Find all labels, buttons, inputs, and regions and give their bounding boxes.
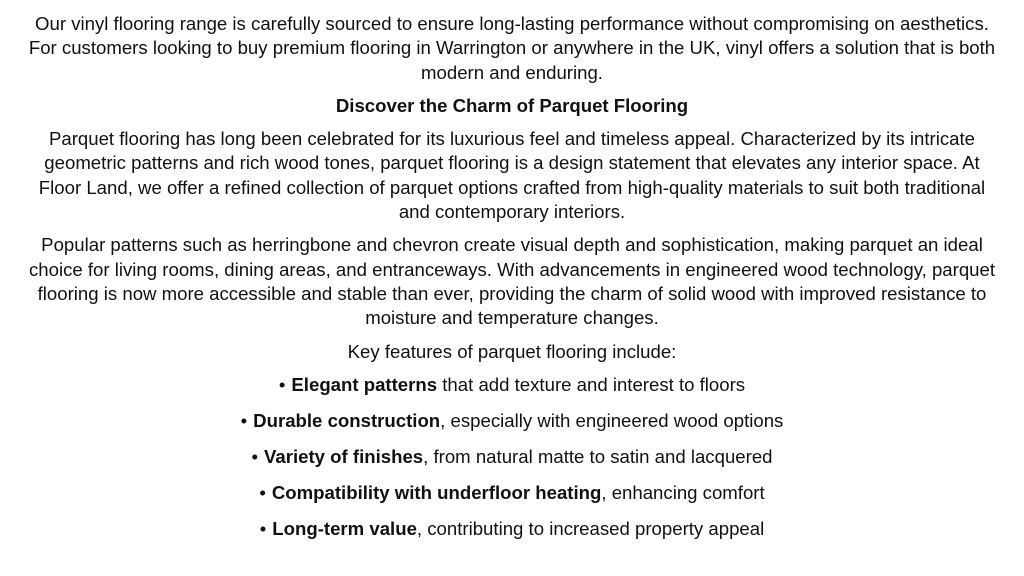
- bullet-icon: •: [240, 409, 248, 431]
- feature-item: [22, 517, 1002, 541]
- feature-description: , especially with engineered wood options: [440, 409, 784, 431]
- section-heading: Discover the Charm of Parquet Flooring: [335, 94, 689, 116]
- feature-title: Durable construction: [253, 409, 441, 431]
- features-intro: Key features of parquet flooring include:: [347, 340, 677, 362]
- body-paragraph: Parquet flooring has long been celebrated for its luxurious feel and timeless appeal. Characterized by its intricate geometric patterns and rich wood tones, parquet flooring is a design statement that elevates any interior space. At Floor Land, we offer a refined collection of parquet options crafted from high-quality materials to suit both traditional and contemporary interiors.: [38, 128, 986, 223]
- feature-description: , enhancing comfort: [601, 481, 765, 503]
- feature-item: [22, 481, 1002, 505]
- feature-description: , contributing to increased property appeal: [416, 517, 765, 539]
- bullet-icon: •: [259, 517, 267, 539]
- body-paragraph: Popular patterns such as herringbone and chevron create visual depth and sophistication, making parquet an ideal choice for living rooms, dining areas, and entranceways. With advancements in engineered wood technology, parquet flooring is now more accessible and stable than ever, providing the charm of solid wood with improved resistance to moisture and temperature changes.: [28, 234, 996, 329]
- feature-item: [22, 373, 1002, 397]
- feature-description: , from natural matte to satin and lacquered: [423, 445, 773, 467]
- bullet-icon: •: [278, 373, 286, 395]
- features-list: [22, 373, 1002, 541]
- feature-title: Compatibility with underfloor heating: [271, 481, 602, 503]
- bullet-icon: •: [259, 481, 266, 503]
- feature-title: Long-term value: [272, 517, 417, 539]
- feature-description: that add texture and interest to floors: [437, 373, 746, 395]
- feature-title: Elegant patterns: [291, 373, 438, 395]
- feature-item: [22, 409, 1002, 433]
- intro-paragraph: Our vinyl flooring range is carefully sourced to ensure long-lasting performance without compromising on aesthetics. For customers looking to buy premium flooring in Warrington or anywhere in the UK, vinyl offers a solution that is both modern and enduring.: [28, 13, 996, 83]
- bullet-icon: •: [251, 445, 259, 467]
- feature-title: Variety of finishes: [264, 445, 424, 467]
- feature-item: [22, 445, 1002, 469]
